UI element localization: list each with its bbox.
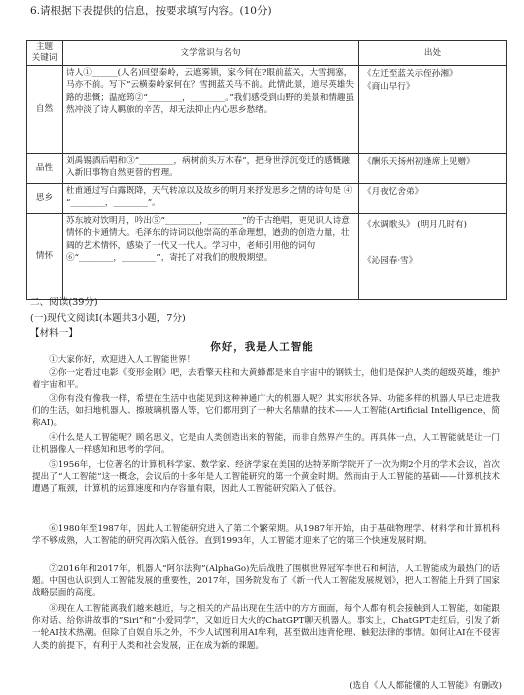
- header-key-line2: 关键词: [31, 53, 58, 63]
- paragraph: ⑥1980年至1987年，因此人工智能研究进入了第二个繁荣期。从1987年开始，由于基础物理学、材料学和计算机科学不够成熟，人工智能的研究再次陷入低谷。直到1993年，人工智能才迎来了它的第三个快速发展时期。: [32, 524, 500, 547]
- source-item: 《沁园春·雪》: [363, 256, 418, 267]
- source-item: 《左迁至蓝关示侄孙湘》: [363, 69, 458, 79]
- header-source-cell: 出处: [359, 41, 507, 66]
- paragraph: ⑤1956年，七位著名的计算机科学家、数学家、经济学家在美国的达特茅斯学院开了一次为期2个月的学术会议，首次提出了“人工智能”这一概念，会议后的十多年是人工智能研究的第一个黄金时期。然而由于人工智能的基础——计算机技术遭遇了瓶颈，计算机的运算速度和内存容量有限，因此人工智能研究陷入了低谷。: [32, 460, 500, 495]
- table-row: [27, 214, 507, 300]
- source-item: 《酬乐天扬州初逢席上见赠》: [363, 157, 475, 167]
- paragraph: ⑧现在人工智能离我们越来越近，与之相关的产品出现在生活中的方方面面，每个人都有机会接触到人工智能，如能跟你对话、给你讲故事的“Siri”和“小爱同学”，又如近日大火的ChatGPT聊天机器人。事实上，ChatGPT走红后，引发了新一轮AI技术热潮。但除了自娱自乐之外，不少人试图利用AI牟利，甚至做出违背伦理、触犯法律的事情。如何让AI在不侵害人类的前提下，有利于人类和社会发展，正在成为新的课题。: [32, 604, 500, 651]
- row-sources: [359, 184, 507, 214]
- source-item: 《月夜忆舍弟》: [363, 187, 424, 197]
- row-text: 诗人①______(人名)回望秦岭，云遮雾锁，家今何在?眼前蓝关，大雪拥塞，马亦不前。写下“云横秦岭家何在？雪拥蓝关马不前。此情此景，道尽英雄失路的悲慨；温庭筠②“________，________。”我们感受到山野的美景和情趣虽然冲淡了诗人羁旅的辛苦，却无法抑止内心思乡愁绪。: [63, 66, 359, 154]
- table-row: [27, 154, 507, 184]
- section-heading: 二、阅读(39分): [30, 297, 98, 308]
- header-key-line1: 主题: [35, 42, 54, 52]
- table-row: [27, 66, 507, 154]
- question-6-title: 6.请根据下表提供的信息，按要求填写内容。(10分): [30, 5, 272, 17]
- header-text-cell: 文学常识与名句: [63, 41, 359, 66]
- material-label: 【材料一】: [30, 328, 78, 339]
- table-row: [27, 184, 507, 214]
- row-text: 苏东坡对饮明月，吟出⑤“________，________”的千古绝唱，更见识人诗意情怀的卡通情大。毛泽东的诗词以他崇高的革命理想，遒劲的创造力量，壮阔的艺术情怀，感染了一代又一代人。学习中，老师引用他的词句⑥“________，________”，寄托了对我们的殷殷期望。: [63, 214, 359, 300]
- paragraph: ③你有没有像我一样，希望在生活中也能见到这种神通广大的机器人呢？其实形状各异、功能多样的机器人早已走进我们的生活，如扫地机器人、擦玻璃机器人等，它们都用到了一种大名鼎鼎的技术——人工智能(Artificial Intelligence，简称AI)。: [32, 394, 500, 429]
- paragraph: ②你一定看过电影《变形金刚》吧，去看擎天柱和大黄蜂都是来自宇宙中的钢铁士，他们是保护人类的超级英雄，维护着宇宙和平。: [32, 368, 500, 391]
- table-header-row: [27, 41, 507, 66]
- row-sources: [359, 154, 507, 184]
- source-note: (选自《人人都能懂的人工智能》有删改): [349, 681, 502, 691]
- row-key: 思乡: [27, 184, 63, 214]
- header-key-cell: [27, 41, 63, 66]
- article-title: 你好，我是人工智能: [210, 341, 314, 353]
- subsection-heading: (一)现代文阅读Ⅰ(本题共3小题，7分): [30, 313, 186, 324]
- row-key: 品性: [27, 154, 63, 184]
- row-sources: [359, 66, 507, 154]
- paragraph: ④什么是人工智能呢？顾名思义，它是由人类创造出来的智能，而非自然界产生的。再具体一点，人工智能就是让一门让机器像人一样感知和思考的学问。: [32, 433, 500, 456]
- row-key: 自然: [27, 66, 63, 154]
- paragraph: ①大家你好，欢迎进入人工智能世界！: [49, 355, 196, 365]
- row-text: 杜甫通过写白露既降，天气转凉以及故乡的明月来抒发思乡之情的诗句是 ④ “________，________”。: [63, 184, 359, 214]
- paragraph: ⑦2016年和2017年，机器人“阿尔法狗”(AlphaGo)先后战胜了围棋世界冠军李世石和柯洁，人工智能成为最热门的话题。中国也认识到人工智能发展的重要性，2017年，国务院发布了《新一代人工智能发展规划》，把人工智能上升到了国家战略层面的高度。: [32, 564, 500, 599]
- row-sources: [359, 214, 507, 300]
- source-item: 《水调歌头》 (明月几时有): [363, 220, 467, 230]
- row-key: 情怀: [27, 214, 63, 300]
- row-text: 刘禹锡酒后唱和③“________，病树前头万木春”，把身世浮沉变迁的感慨融入新旧事物自然更替的哲理。: [63, 154, 359, 184]
- source-item: 《商山早行》: [363, 82, 415, 93]
- literature-table: [26, 40, 507, 300]
